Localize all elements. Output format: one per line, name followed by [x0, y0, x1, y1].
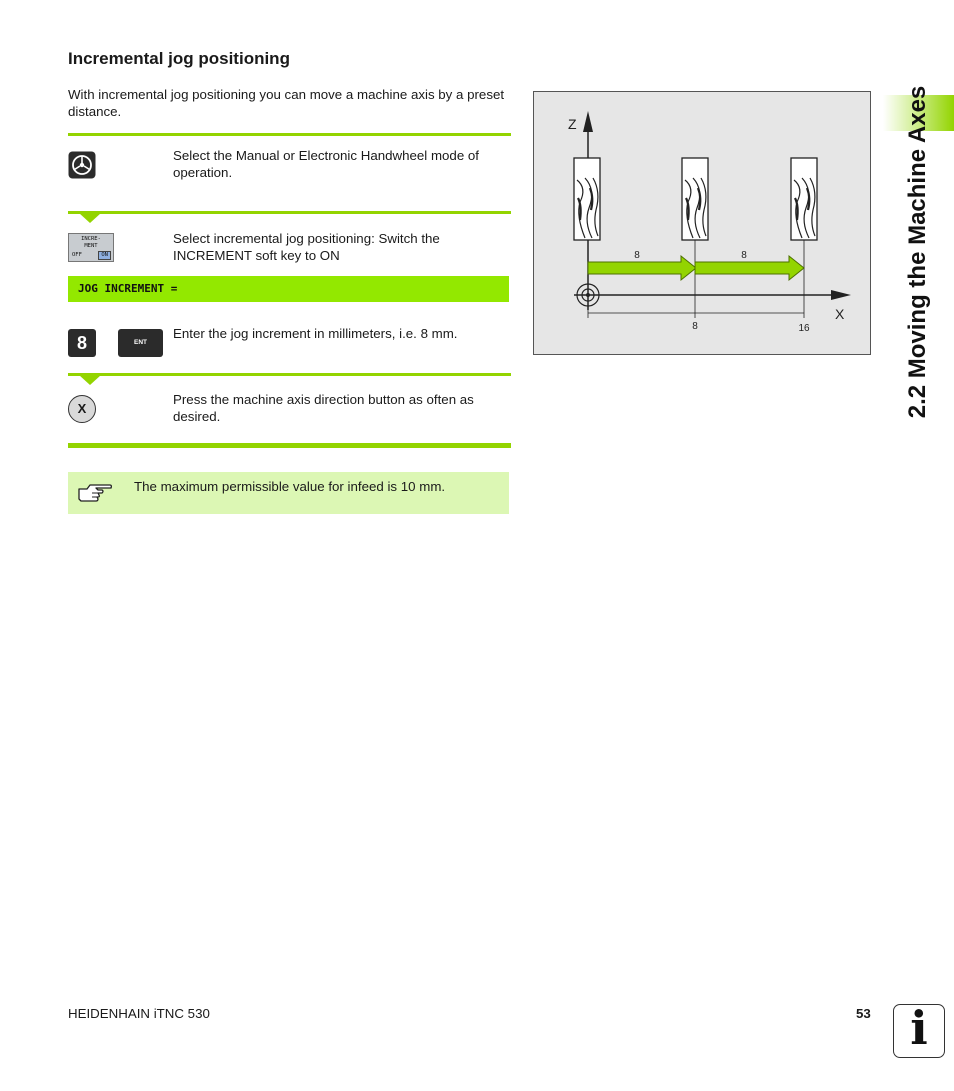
section-end-rule	[68, 443, 511, 448]
z-axis-label: Z	[568, 116, 577, 132]
step-divider	[68, 373, 511, 376]
milling-tool	[682, 158, 708, 240]
milling-tool	[791, 158, 817, 240]
jog-increment-figure	[533, 91, 871, 355]
x-axis-direction-key[interactable]: X	[68, 395, 96, 423]
arrow-label-2: 8	[741, 250, 747, 261]
x-axis-arrowhead	[831, 290, 851, 300]
step-arrow	[79, 375, 101, 385]
steering-wheel-icon	[68, 151, 96, 179]
step-divider	[68, 211, 511, 214]
dialog-prompt-text: JOG INCREMENT =	[78, 282, 178, 295]
footer-manual-name: HEIDENHAIN iTNC 530	[68, 1006, 210, 1021]
arrow-label-1: 8	[634, 250, 640, 261]
intro-paragraph: With incremental jog positioning you can move a machine axis by a preset distance.	[68, 87, 505, 119]
pointing-hand-icon	[78, 482, 112, 504]
page-number: 53	[856, 1006, 871, 1021]
handwheel-mode-key[interactable]	[68, 151, 96, 179]
step-text: Enter the jog increment in millimeters, i.e. 8 mm.	[173, 326, 458, 341]
softkey-on-label: ON	[98, 251, 111, 260]
z-axis-arrowhead	[583, 111, 593, 132]
tick-label-16: 16	[798, 323, 810, 334]
ent-key[interactable]: ENT	[118, 329, 163, 357]
digit-8-key[interactable]: 8	[68, 329, 96, 357]
step-divider	[68, 133, 511, 136]
milling-tool	[574, 158, 600, 240]
note-text: The maximum permissible value for infeed is 10 mm.	[134, 479, 446, 494]
softkey-label-line1: INCRE-	[81, 236, 101, 242]
x-axis-label: X	[835, 306, 845, 322]
note-box	[68, 472, 509, 514]
section-heading: Incremental jog positioning	[68, 49, 290, 68]
step-text: Select the Manual or Electronic Handwheel mode of operation.	[173, 148, 479, 180]
chapter-title: 2.2 Moving the Machine Axes	[904, 85, 931, 419]
increment-arrow-2	[695, 256, 804, 280]
dialog-prompt-bar	[68, 276, 509, 302]
step-arrow	[79, 213, 101, 223]
step-text: Select incremental jog positioning: Switch the INCREMENT soft key to ON	[173, 231, 440, 263]
increment-arrow-1	[588, 256, 696, 280]
softkey-off-label: OFF	[72, 252, 82, 258]
step-text: Press the machine axis direction button as often as desired.	[173, 392, 474, 424]
increment-softkey[interactable]	[68, 233, 114, 262]
tick-label-8: 8	[692, 321, 698, 332]
softkey-label-line2: MENT	[84, 243, 98, 249]
info-icon	[893, 1001, 945, 1058]
info-glyph: i	[910, 1001, 928, 1055]
